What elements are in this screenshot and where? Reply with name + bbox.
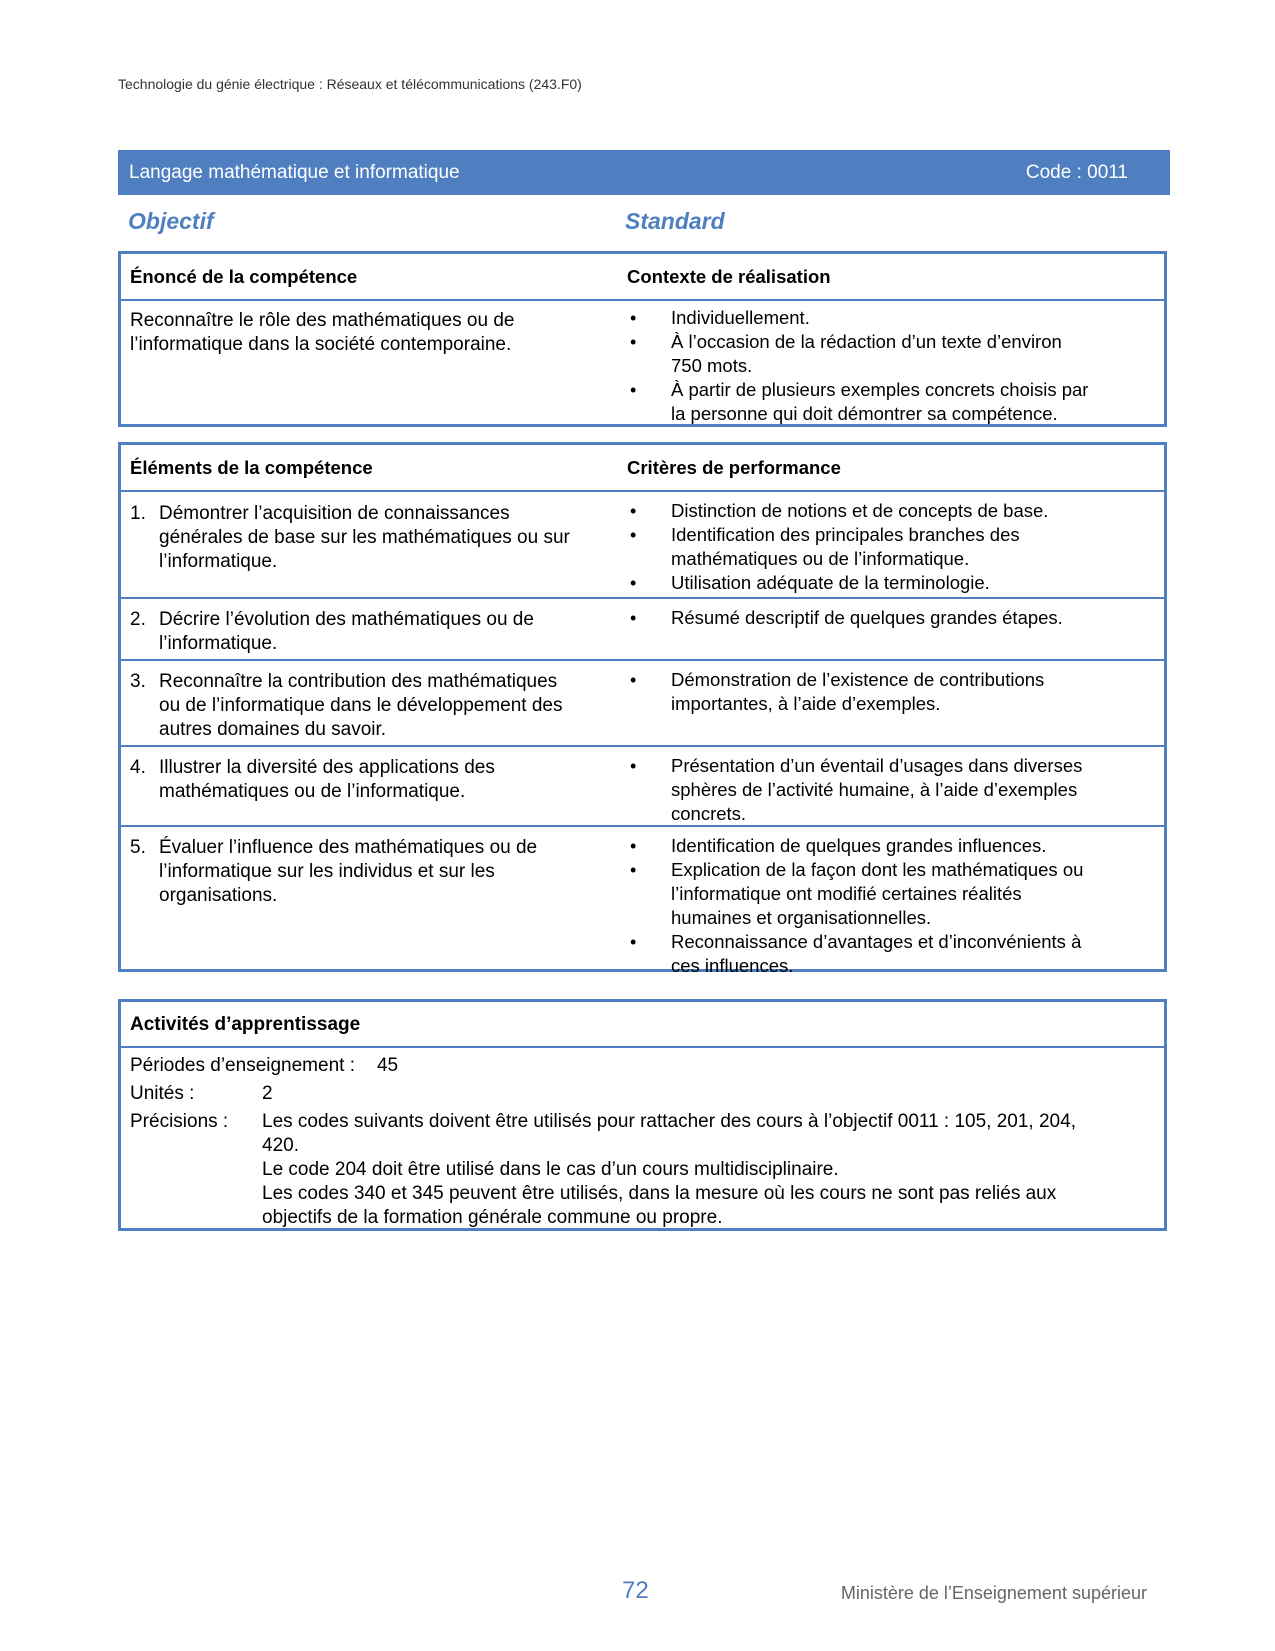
- competence-header-row: [121, 254, 1164, 299]
- course-code: Code : 0011: [1025, 161, 1128, 183]
- objectif-heading: Objectif: [128, 208, 214, 234]
- title-bar: [118, 150, 1170, 195]
- contexte-item: • À l’occasion de la rédaction d’un texte d’environ 750 mots.: [627, 330, 1154, 378]
- periodes-value: 45: [376, 1055, 399, 1076]
- element-item: 1. Démontrer l’acquisition de connaissances générales de base sur les mathématiques ou sur l’informatique.: [130, 503, 570, 572]
- element-item: 3. Reconnaître la contribution des mathématiques ou de l’informatique dans le développement des autres domaines du savoir.: [130, 671, 563, 740]
- critere-item: • Explication de la façon dont les mathématiques ou l’informatique ont modifié certaines réalités humaines et organisationnelles.: [627, 858, 1154, 930]
- precisions-text: Les codes suivants doivent être utilisés pour rattacher des cours à l’objectif 0011 : 105, 201, 204, 420. Le code 204 doit être utilisé dans le cas d’un cours multidisciplinaire. Les codes 340 et 345 peuvent être utilisés, dans la mesure où les cours ne sont pas reliés aux objectifs de la formation générale commune ou propre.: [262, 1111, 1076, 1228]
- contexte-item: • À partir de plusieurs exemples concrets choisis par la personne qui doit démontrer sa compétence.: [627, 378, 1154, 426]
- enonce-line: l’informatique dans la société contemporaine.: [130, 334, 512, 355]
- critere-item: • Reconnaissance d’avantages et d’inconvénients à ces influences.: [627, 930, 1154, 978]
- activites-heading: Activités d’apprentissage: [121, 1002, 1164, 1048]
- critere-item: • Identification de quelques grandes influences.: [627, 834, 1154, 858]
- element-item: 2. Décrire l’évolution des mathématiques ou de l’informatique.: [130, 609, 534, 654]
- enonce-header: Énoncé de la compétence: [130, 266, 358, 287]
- activites-box: [118, 999, 1167, 1231]
- element-row: [121, 659, 1164, 745]
- element-row: [121, 490, 1164, 597]
- enonce-line: Reconnaître le rôle des mathématiques ou de: [130, 310, 515, 331]
- unites-value: 2: [262, 1083, 273, 1104]
- critere-item: • Résumé descriptif de quelques grandes étapes.: [627, 606, 1154, 630]
- precisions-line: [121, 1110, 1164, 1230]
- elements-header: Éléments de la compétence: [130, 457, 373, 478]
- elements-table: [118, 442, 1167, 976]
- unites-line: [121, 1082, 1164, 1106]
- footer-ministry: Ministère de l’Enseignement supérieur: [840, 1583, 1147, 1603]
- elements-header-row: [121, 445, 1164, 490]
- periodes-line: [121, 1054, 1164, 1078]
- contexte-cell: [627, 301, 1164, 432]
- sub-headings: [128, 208, 1168, 238]
- precisions-label: Précisions :: [130, 1111, 229, 1132]
- criteres-header: Critères de performance: [627, 457, 841, 478]
- critere-item: • Démonstration de l’existence de contributions importantes, à l’aide d’exemples.: [627, 668, 1154, 716]
- element-row: [121, 745, 1164, 825]
- element-item: 4. Illustrer la diversité des applications des mathématiques ou de l’informatique.: [130, 757, 495, 802]
- running-header: Technologie du génie électrique : Réseaux et télécommunications (243.F0): [118, 76, 582, 92]
- critere-item: • Identification des principales branches des mathématiques ou de l’informatique.: [627, 523, 1154, 571]
- critere-item: • Utilisation adéquate de la terminologie.: [627, 571, 1154, 595]
- unites-label: Unités :: [130, 1083, 195, 1104]
- element-item: 5. Évaluer l’influence des mathématiques ou de l’informatique sur les individus et sur les organisations.: [130, 837, 538, 906]
- element-row: [121, 597, 1164, 659]
- course-title: Langage mathématique et informatique: [129, 161, 460, 183]
- competence-table: [118, 251, 1167, 427]
- element-row: [121, 825, 1164, 984]
- standard-heading: Standard: [625, 208, 725, 234]
- competence-body-row: [121, 299, 1164, 432]
- critere-item: • Distinction de notions et de concepts de base.: [627, 499, 1154, 523]
- enonce-cell: [121, 301, 627, 432]
- periodes-label: Périodes d’enseignement :: [130, 1055, 355, 1076]
- contexte-item: • Individuellement.: [627, 306, 1154, 330]
- page-number: 72: [622, 1577, 649, 1604]
- critere-item: • Présentation d’un éventail d’usages dans diverses sphères de l’activité humaine, à l’aide d’exemples concrets.: [627, 754, 1154, 826]
- contexte-header: Contexte de réalisation: [627, 266, 831, 287]
